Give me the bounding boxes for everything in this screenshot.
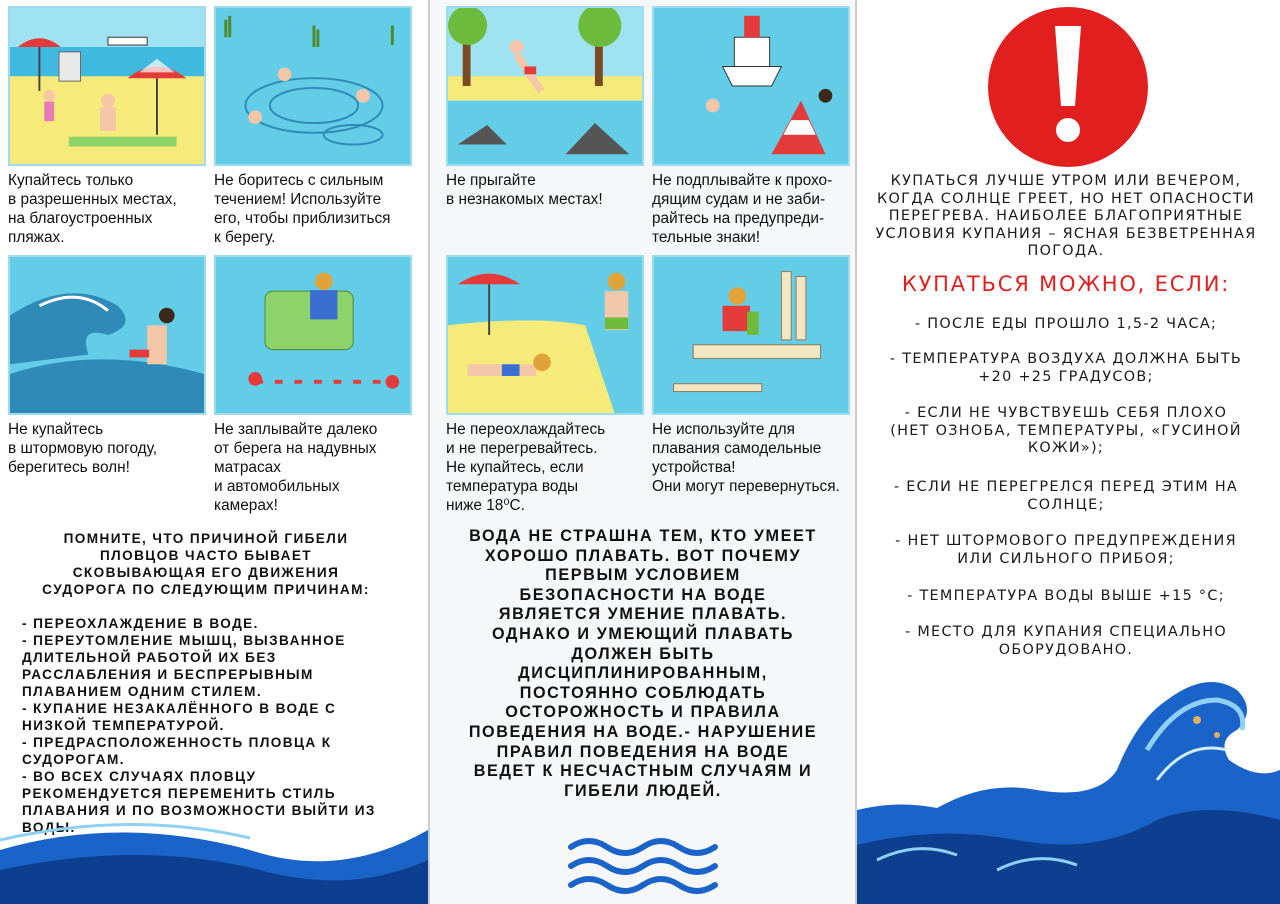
card-caption: Не прыгайте в незнакомых местах! [446, 172, 603, 208]
cramp-reason: - ПРЕДРАСПОЛОЖЕННОСТЬ ПЛОВЦА К СУДОРОГАМ. [22, 735, 332, 767]
ocean-wave-artwork [857, 660, 1280, 904]
sunbathing-illustration [446, 255, 644, 415]
waves-icon [567, 833, 719, 897]
card-no-diving [446, 6, 644, 209]
conditions-heading: КУПАТЬСЯ МОЖНО, ЕСЛИ: [901, 272, 1231, 296]
left-panel [0, 0, 428, 904]
condition-item: - ПОСЛЕ ЕДЫ ПРОШЛО 1,5-2 ЧАСА; [914, 316, 1218, 332]
swimming-skill-text: ВОДА НЕ СТРАШНА ТЕМ, КТО УМЕЕТ ХОРОШО ПЛАВАТЬ. ВОТ ПОЧЕМУ ПЕРВЫМ УСЛОВИЕМ БЕЗОПАСНОСТИ НА ВОДЕ ЯВЛЯЕТСЯ УМЕНИЕ ПЛАВАТЬ. ОДНАКО И УМЕЮЩИЙ ПЛАВАТЬ ДОЛЖЕН БЫТЬ ДИСЦИПЛИНИРОВАННЫМ, ПОСТОЯННО СОБЛЮДАТЬ ОСТОРОЖНОСТЬ И ПРАВИЛА ПОВЕДЕНИЯ НА ВОДЕ.- НАРУШЕНИЕ ПРАВИЛ ПОВЕДЕНИЯ НА ВОДЕ ВЕДЕТ К НЕСЧАСТНЫМ СЛУЧАЯМ И ГИБЕЛИ ЛЮДЕЙ. [468, 527, 818, 800]
card-caption: Не боритесь с сильным течением! Используйте его, чтобы приблизиться к берегу. [214, 172, 391, 246]
condition-item: - ЕСЛИ НЕ ПЕРЕГРЕЛСЯ ПЕРЕД ЭТИМ НА СОЛНЦЕ; [893, 479, 1239, 513]
card-overheating [446, 255, 644, 515]
cramp-warning [22, 530, 390, 836]
card-permitted-beaches [8, 6, 206, 247]
card-passing-ships [652, 6, 850, 247]
card-strong-current [214, 6, 412, 247]
card-homemade-rafts [652, 255, 850, 496]
card-caption: Не используйте для плавания самодельные устройства! Они могут перевернуться. [652, 421, 840, 495]
mattress-illustration [214, 255, 412, 415]
card-caption: Не заплывайте далеко от берега на надувных матрасах и автомобильных камерах! [214, 421, 378, 514]
cramp-reason: - ПЕРЕУТОМЛЕНИЕ МЫШЦ, ВЫЗВАННОЕ ДЛИТЕЛЬНОЙ РАБОТОЙ ИХ БЕЗ РАССЛАБЛЕНИЯ И БЕСПРЕРЫВНЫМ ПЛАВАНИЕМ ОДНИМ СТИЛЕМ. [22, 633, 346, 699]
card-caption: Не переохлаждайтесь и не перегревайтесь. Не купайтесь, если температура воды ниже 18⁰С. [446, 421, 606, 514]
card-caption: Не купайтесь в штормовую погоду, берегитесь волн! [8, 421, 158, 476]
condition-item: - ЕСЛИ НЕ ЧУВСТВУЕШЬ СЕБЯ ПЛОХО (НЕТ ОЗНОБА, ТЕМПЕРАТУРЫ, «ГУСИНОЙ КОЖИ»); [890, 405, 1242, 456]
diving-illustration [446, 6, 644, 166]
card-caption: Не подплывайте к прохо- дящим судам и не заби- райтесь на предупреди- тельные знаки! [652, 172, 833, 246]
ship-buoy-illustration [652, 6, 850, 166]
beach-illustration [8, 6, 206, 166]
condition-item: - ТЕМПЕРАТУРА ВОДЫ ВЫШЕ +15 °С; [907, 588, 1225, 604]
cramp-warning-title: ПОМНИТЕ, ЧТО ПРИЧИНОЙ ГИБЕЛИ ПЛОВЦОВ ЧАСТО БЫВАЕТ СКОВЫВАЮЩАЯ ЕГО ДВИЖЕНИЯ СУДОРОГА ПО СЛЕДУЮЩИМ ПРИЧИНАМ: [42, 531, 370, 597]
cramp-reason: - ПЕРЕОХЛАЖДЕНИЕ В ВОДЕ. [22, 616, 259, 631]
exclamation-icon [987, 6, 1149, 168]
cramp-reason: - КУПАНИЕ НЕЗАКАЛЁННОГО В ВОДЕ С НИЗКОЙ ТЕМПЕРАТУРОЙ. [22, 701, 337, 733]
card-inflatable-mattress [214, 255, 412, 515]
cramp-reason: - ВО ВСЕХ СЛУЧАЯХ ПЛОВЦУ РЕКОМЕНДУЕТСЯ ПЕРЕМЕНИТЬ СТИЛЬ ПЛАВАНИЯ И ПО ВОЗМОЖНОСТИ ВЫЙТИ ИЗ ВОДЫ. [22, 769, 376, 835]
current-illustration [214, 6, 412, 166]
card-stormy-weather [8, 255, 206, 477]
raft-illustration [652, 255, 850, 415]
condition-item: - МЕСТО ДЛЯ КУПАНИЯ СПЕЦИАЛЬНО ОБОРУДОВАНО. [904, 624, 1228, 658]
storm-wave-illustration [8, 255, 206, 415]
condition-item: - ТЕМПЕРАТУРА ВОЗДУХА ДОЛЖНА БЫТЬ +20 +25 ГРАДУСОВ; [889, 351, 1243, 385]
bottom-wave-decoration [0, 810, 428, 904]
condition-item: - НЕТ ШТОРМОВОГО ПРЕДУПРЕЖДЕНИЯ ИЛИ СИЛЬНОГО ПРИБОЯ; [895, 533, 1237, 567]
card-caption: Купайтесь только в разрешенных местах, на благоустроенных пляжах. [8, 172, 177, 246]
best-time-text: КУПАТЬСЯ ЛУЧШЕ УТРОМ ИЛИ ВЕЧЕРОМ, КОГДА СОЛНЦЕ ГРЕЕТ, НО НЕТ ОПАСНОСТИ ПЕРЕГРЕВА. НАИБОЛЕЕ БЛАГОПРИЯТНЫЕ УСЛОВИЯ КУПАНИЯ – ЯСНАЯ БЕЗВЕТРЕННАЯ ПОГОДА. [875, 173, 1257, 259]
